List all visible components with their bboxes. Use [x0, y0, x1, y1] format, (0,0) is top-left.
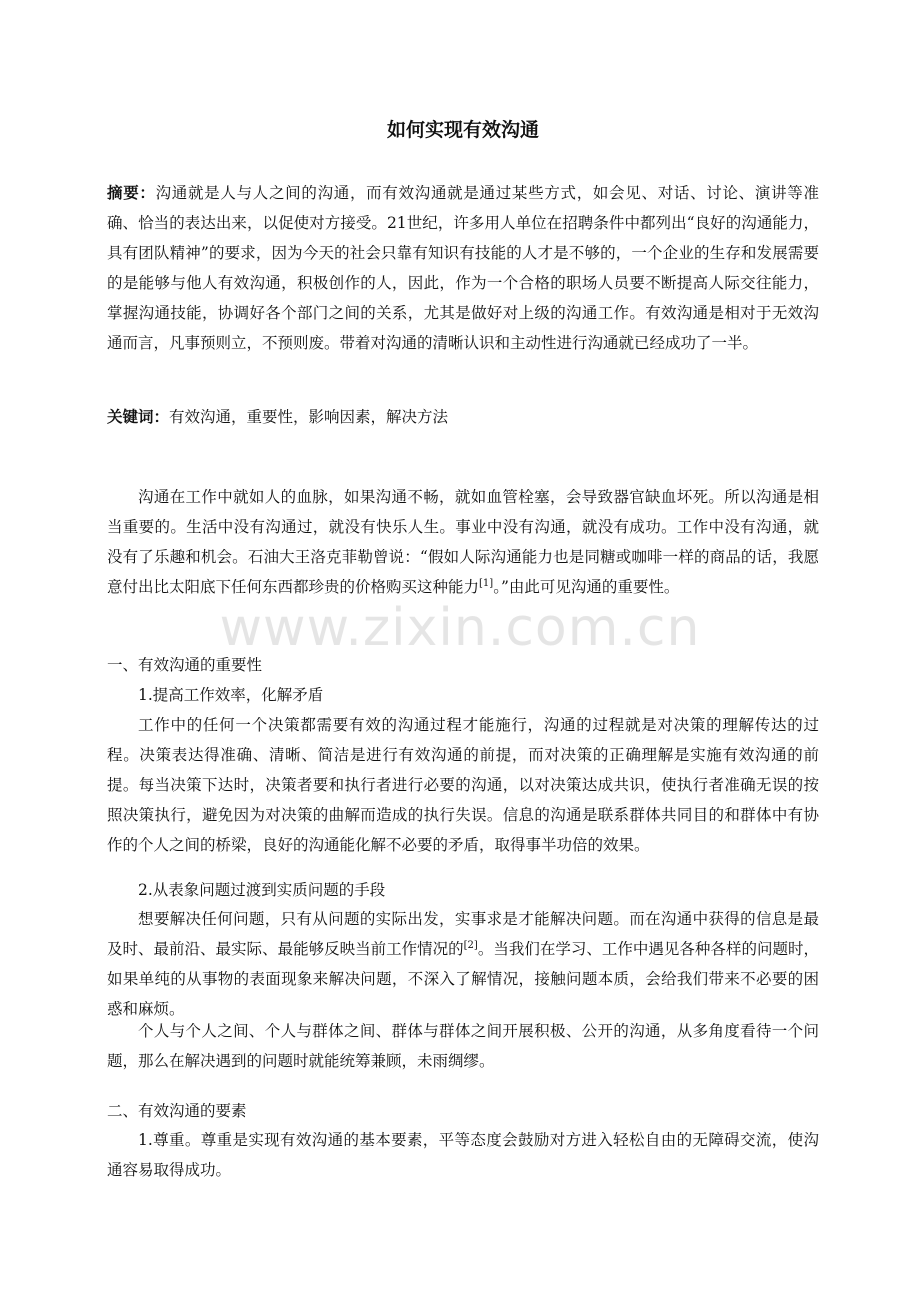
section1-sub2-text: 想要解决任何问题，只有从问题的实际出发，实事求是才能解决问题。而在沟通中获得的信息是最及时、最前沿、最实际、最能够反映当前工作情况的	[107, 910, 819, 958]
document-title: 如何实现有效沟通	[386, 119, 539, 141]
abstract-text: 沟通就是人与人之间的沟通，而有效沟通就是通过某些方式，如会见、对话、讨论、演讲等准确、恰当的表达出来，以促使对方接受。21世纪，许多用人单位在招聘条件中都列出“良好的沟通能力，具有团队精神”的要求，因为今天的社会只靠有知识有技能的人才是不够的，一个企业的生存和发展需要的是能够与他人有效沟通，积极创作的人，因此，作为一个合格的职场人员要不断提高人际交往能力，掌握沟通技能，协调好各个部门之间的关系，尤其是做好对上级的沟通工作。有效沟通是相对于无效沟通而言，凡事预则立，不预则废。带着对沟通的清晰认识和主动性进行沟通就已经成功了一半。	[107, 184, 819, 352]
watermark: www.zixin.com.cn	[219, 598, 701, 658]
section1-sub2-text-end: 。当我们在学习、工作中遇见各种各样的问题时，如果单纯的从事物的表面现象来解决问题，不深入了解情况，接触问题本质，会给我们带来不必要的困惑和麻烦。	[107, 940, 819, 1018]
section1-heading: 一、有效沟通的重要性	[107, 656, 263, 674]
section2-item1-paragraph: 1.尊重。尊重是实现有效沟通的基本要素，平等态度会鼓励对方进入轻松自由的无障碍交流，使沟通容易取得成功。	[107, 1131, 819, 1179]
section1-sub1-paragraph: 工作中的任何一个决策都需要有效的沟通过程才能施行，沟通的过程就是对决策的理解传达的过程。决策表达得准确、清晰、简洁是进行有效沟通的前提，而对决策的正确理解是实施有效沟通的前提。每当决策下达时，决策者要和执行者进行必要的沟通，以对决策达成共识，使执行者准确无误的按照决策执行，避免因为对决策的曲解而造成的执行失误。信息的沟通是联系群体共同目的和群体中有协作的个人之间的桥梁，良好的沟通能化解不必要的矛盾，取得事半功倍的效果。	[107, 716, 819, 854]
keywords-text: 有效沟通，重要性，影响因素，解决方法	[169, 408, 449, 426]
abstract-label: 摘要：	[107, 184, 156, 202]
section1-sub2-heading: 2.从表象问题过渡到实质问题的手段	[138, 881, 386, 899]
section1-sub2-paragraph	[107, 904, 819, 1024]
intro-paragraph	[107, 482, 819, 602]
section2-heading: 二、有效沟通的要素	[107, 1102, 247, 1120]
keywords-paragraph	[107, 402, 819, 432]
keywords-label: 关键词：	[107, 408, 170, 426]
citation-ref: [1]	[479, 578, 494, 589]
document-page	[107, 0, 819, 1302]
intro-text: 沟通在工作中就如人的血脉，如果沟通不畅，就如血管栓塞，会导致器官缺血坏死。所以沟通是相当重要的。生活中没有沟通过，就没有快乐人生。事业中没有沟通，就没有成功。工作中没有沟通，就没有了乐趣和机会。石油大王洛克菲勒曾说：“假如人际沟通能力也是同糖或咖啡一样的商品的话，我愿意付出比太阳底下任何东西都珍贵的价格购买这种能力	[107, 488, 819, 596]
intro-text-end: 。”由此可见沟通的重要性。	[493, 578, 680, 596]
section1-sub1-heading: 1.提高工作效率，化解矛盾	[138, 686, 324, 704]
citation-ref: [2]	[463, 940, 478, 951]
abstract-paragraph	[107, 178, 819, 358]
section1-sub2-paragraph-2: 个人与个人之间、个人与群体之间、群体与群体之间开展积极、公开的沟通，从多角度看待一个问题，那么在解决遇到的问题时就能统筹兼顾，未雨绸缪。	[107, 1022, 819, 1070]
